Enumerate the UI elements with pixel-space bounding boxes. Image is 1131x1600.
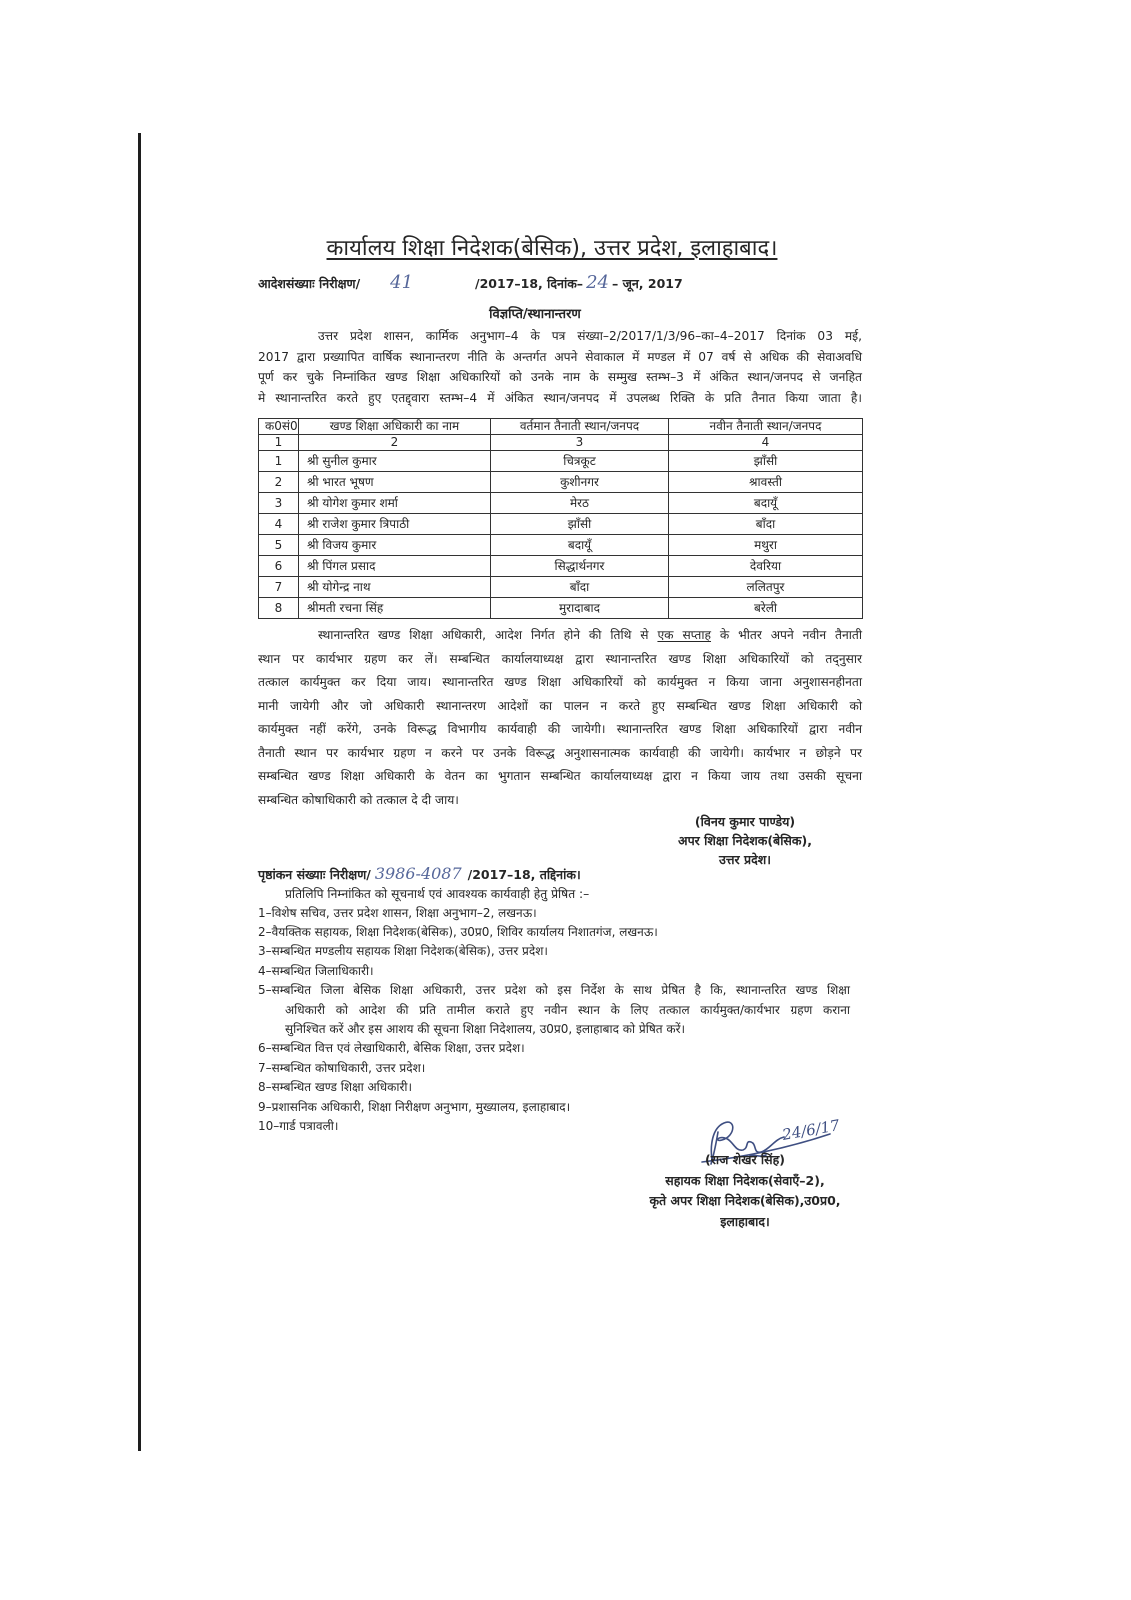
serial-cell: 4	[259, 514, 299, 535]
current-posting-cell: बदायूँ	[491, 535, 669, 556]
order-number-handwritten: 41	[390, 272, 414, 293]
instructions-line: सम्बन्धित कोषाधिकारी को तत्काल दे दी जाय।	[258, 792, 459, 807]
intro-paragraph	[258, 326, 862, 408]
endorsement-number-handwritten: 3986-4087	[374, 864, 462, 883]
serial-cell: 3	[259, 493, 299, 514]
endorsement-line	[258, 864, 581, 885]
current-posting-cell: कुशीनगर	[491, 472, 669, 493]
list-item: 1–विशेष सचिव, उत्तर प्रदेश शासन, शिक्षा अनुभाग–2, लखनऊ।	[258, 905, 537, 920]
intro-line: पूर्ण कर चुके निम्नांकित खण्ड शिक्षा अधिकारियों को उनके नाम के सम्मुख स्तम्भ–3 में अंकित स्थान/जनपद से जनहित	[258, 370, 862, 384]
column-number: 2	[299, 435, 491, 451]
serial-cell: 2	[259, 472, 299, 493]
instructions-line: सम्बन्धित खण्ड शिक्षा अधिकारी के वेतन का भुगतान सम्बन्धित कार्यालयाध्यक्ष द्वारा न किया जाय तथा उसकी सूचना	[258, 769, 862, 783]
notice-subject: विज्ञप्ति/स्थानान्तरण	[489, 307, 581, 322]
officer-name-cell: श्री योगेन्द्र नाथ	[299, 577, 491, 598]
new-posting-cell: बाँदा	[669, 514, 863, 535]
officer-name-cell: श्री योगेश कुमार शर्मा	[299, 493, 491, 514]
intro-line: 2017 द्वारा प्रख्यापित वार्षिक स्थानान्तरण नीति के अन्तर्गत अपने सेवाकाल में मण्डल में 07 वर्ष से अधिक की सेवाअवधि	[258, 349, 862, 364]
table-row	[259, 577, 863, 598]
officer-name-cell: श्री भारत भूषण	[299, 472, 491, 493]
one-week-underlined: एक सप्ताह	[657, 628, 712, 642]
assistant-signatory-block	[630, 1150, 860, 1232]
signatory-block	[640, 812, 850, 869]
intro-line: उत्तर प्रदेश शासन, कार्मिक अनुभाग–4 के पत्र संख्या–2/2017/1/3/96–का–4–2017 दिनांक 03 मई,	[318, 329, 862, 343]
assistant-signatory-on-behalf: कृते अपर शिक्षा निदेशक(बेसिक),उ0प्र0,	[649, 1193, 841, 1208]
list-item-continuation: सुनिश्चित करें और इस आशय की सूचना शिक्षा निदेशालय, उ0प्र0, इलाहाबाद को प्रेषित करें।	[285, 1021, 686, 1036]
instructions-line-post: के भीतर अपने नवीन तैनाती	[711, 628, 862, 642]
table-row	[259, 535, 863, 556]
instructions-line: स्थान पर कार्यभार ग्रहण कर लें। सम्बन्धित कार्यालयाध्यक्ष द्वारा स्थानान्तरित खण्ड शिक्षा अधिकारियों को तद्नुसार	[258, 651, 862, 666]
table-row	[259, 556, 863, 577]
list-item: 7–सम्बन्धित कोषाधिकारी, उत्तर प्रदेश।	[258, 1060, 426, 1075]
serial-cell: 1	[259, 451, 299, 472]
endorsement-label: पृष्ठांकन संख्याः निरीक्षण/	[258, 867, 371, 882]
column-number: 1	[259, 435, 299, 451]
column-number: 3	[491, 435, 669, 451]
new-posting-cell: ललितपुर	[669, 577, 863, 598]
current-posting-cell: झाँसी	[491, 514, 669, 535]
officer-name-cell: श्री पिंगल प्रसाद	[299, 556, 491, 577]
header-officer-name: खण्ड शिक्षा अधिकारी का नाम	[299, 419, 491, 435]
signatory-name: (विनय कुमार पाण्डेय)	[694, 814, 796, 829]
current-posting-cell: मुरादाबाद	[491, 598, 669, 619]
current-posting-cell: मेरठ	[491, 493, 669, 514]
list-item-continuation: अधिकारी को आदेश की प्रति तामील कराते हुए नवीन स्थान के लिए तत्काल कार्यमुक्त/कार्यभार ग्रहण कराना	[285, 1002, 850, 1017]
copy-list	[258, 904, 850, 1137]
assistant-signatory-name: (राज शेखर सिंह)	[705, 1152, 785, 1167]
instructions-line: मानी जायेगी और जो अधिकारी स्थानान्तरण आदेशों का पालन न करते हुए सम्बन्धित खण्ड शिक्षा अधिकारी को	[258, 698, 862, 713]
transfer-table	[258, 418, 863, 619]
office-title: कार्यालय शिक्षा निदेशक(बेसिक), उत्तर प्रदेश, इलाहाबाद।	[326, 236, 778, 261]
list-item: 2–वैयक्तिक सहायक, शिक्षा निदेशक(बेसिक), उ0प्र0, शिविर कार्यालय निशातगंज, लखनऊ।	[258, 924, 658, 939]
column-number-row	[259, 435, 863, 451]
order-number-line	[258, 273, 683, 294]
table-row	[259, 451, 863, 472]
new-posting-cell: मथुरा	[669, 535, 863, 556]
intro-line: मे स्थानान्तरित करते हुए एतद्द्वारा स्तम्भ–4 में अंकित स्थान/जनपद में उपलब्ध रिक्ति के प्रति तैनात किया जाता है।	[258, 390, 862, 405]
header-current-posting: वर्तमान तैनाती स्थान/जनपद	[491, 419, 669, 435]
scan-edge-line	[138, 133, 141, 1451]
instructions-line-pre: स्थानान्तरित खण्ड शिक्षा अधिकारी, आदेश निर्गत होने की तिथि से	[318, 628, 658, 642]
signatory-state: उत्तर प्रदेश।	[719, 852, 771, 867]
new-posting-cell: श्रावस्ती	[669, 472, 863, 493]
officer-name-cell: श्री राजेश कुमार त्रिपाठी	[299, 514, 491, 535]
instructions-line: तैनाती स्थान पर कार्यभार ग्रहण न करने पर उनके विरूद्ध अनुशासनात्मक कार्यवाही की जायेगी। कार्यभार न छोड़ने पर	[258, 745, 862, 760]
serial-cell: 8	[259, 598, 299, 619]
current-posting-cell: चित्रकूट	[491, 451, 669, 472]
new-posting-cell: बदायूँ	[669, 493, 863, 514]
list-item: 9–प्रशासनिक अधिकारी, शिक्षा निरीक्षण अनुभाग, मुख्यालय, इलाहाबाद।	[258, 1099, 571, 1114]
table-header-row	[259, 419, 863, 435]
date-day-handwritten: 24	[586, 272, 609, 293]
new-posting-cell: झाँसी	[669, 451, 863, 472]
list-item: 6–सम्बन्धित वित्त एवं लेखाधिकारी, बेसिक शिक्षा, उत्तर प्रदेश।	[258, 1041, 525, 1056]
officer-name-cell: श्री सुनील कुमार	[299, 451, 491, 472]
signatory-designation: अपर शिक्षा निदेशक(बेसिक),	[678, 833, 812, 848]
serial-cell: 5	[259, 535, 299, 556]
officer-name-cell: श्री विजय कुमार	[299, 535, 491, 556]
instructions-line: कार्यमुक्त नहीं करेंगे, उनके विरूद्ध विभागीय कार्यवाही की जायेगी। स्थानान्तरित खण्ड शिक्षा अधिकारियों द्वारा नवीन	[258, 722, 862, 736]
column-number: 4	[669, 435, 863, 451]
instructions-paragraph	[258, 624, 862, 812]
current-posting-cell: सिद्धार्थनगर	[491, 556, 669, 577]
new-posting-cell: बरेली	[669, 598, 863, 619]
copy-to-intro: प्रतिलिपि निम्नांकित को सूचनार्थ एवं आवश्यक कार्यवाही हेतु प्रेषित :–	[285, 886, 590, 901]
assistant-signatory-city: इलाहाबाद।	[720, 1213, 770, 1229]
instructions-line: तत्काल कार्यमुक्त कर दिया जाय। स्थानान्तरित खण्ड शिक्षा अधिकारियों को कार्यमुक्त न किया जाना अनुशासनहीनता	[258, 675, 862, 689]
table-row	[259, 514, 863, 535]
serial-cell: 6	[259, 556, 299, 577]
list-item: 8–सम्बन्धित खण्ड शिक्षा अधिकारी।	[258, 1080, 413, 1095]
date-rest: – जून, 2017	[611, 276, 683, 291]
endorsement-rest: /2017–18, तद्दिनांक।	[467, 867, 581, 882]
header-serial: क0सं0	[259, 419, 299, 435]
current-posting-cell: बाँदा	[491, 577, 669, 598]
header-new-posting: नवीन तैनाती स्थान/जनपद	[669, 419, 863, 435]
list-item: 3–सम्बन्धित मण्डलीय सहायक शिक्षा निदेशक(बेसिक), उत्तर प्रदेश।	[258, 944, 548, 959]
list-item: 5–सम्बन्धित जिला बेसिक शिक्षा अधिकारी, उत्तर प्रदेश को इस निर्देश के साथ प्रेषित है कि, स्थानान्तरित खण्ड शिक्षा	[258, 983, 850, 998]
signature-handwritten-date: 24/6/17	[780, 1116, 841, 1144]
new-posting-cell: देवरिया	[669, 556, 863, 577]
officer-name-cell: श्रीमती रचना सिंह	[299, 598, 491, 619]
order-year-date-label: /2017–18, दिनांक–	[475, 276, 584, 291]
list-item: 10–गार्ड पत्रावली।	[258, 1118, 339, 1133]
serial-cell: 7	[259, 577, 299, 598]
instructions-line	[258, 624, 862, 648]
order-number-label: आदेशसंख्याः निरीक्षण/	[258, 276, 361, 291]
list-item: 4–सम्बन्धित जिलाधिकारी।	[258, 963, 374, 978]
table-row	[259, 472, 863, 493]
table-row	[259, 598, 863, 619]
assistant-signatory-designation: सहायक शिक्षा निदेशक(सेवाएँ–2),	[665, 1172, 825, 1188]
table-row	[259, 493, 863, 514]
